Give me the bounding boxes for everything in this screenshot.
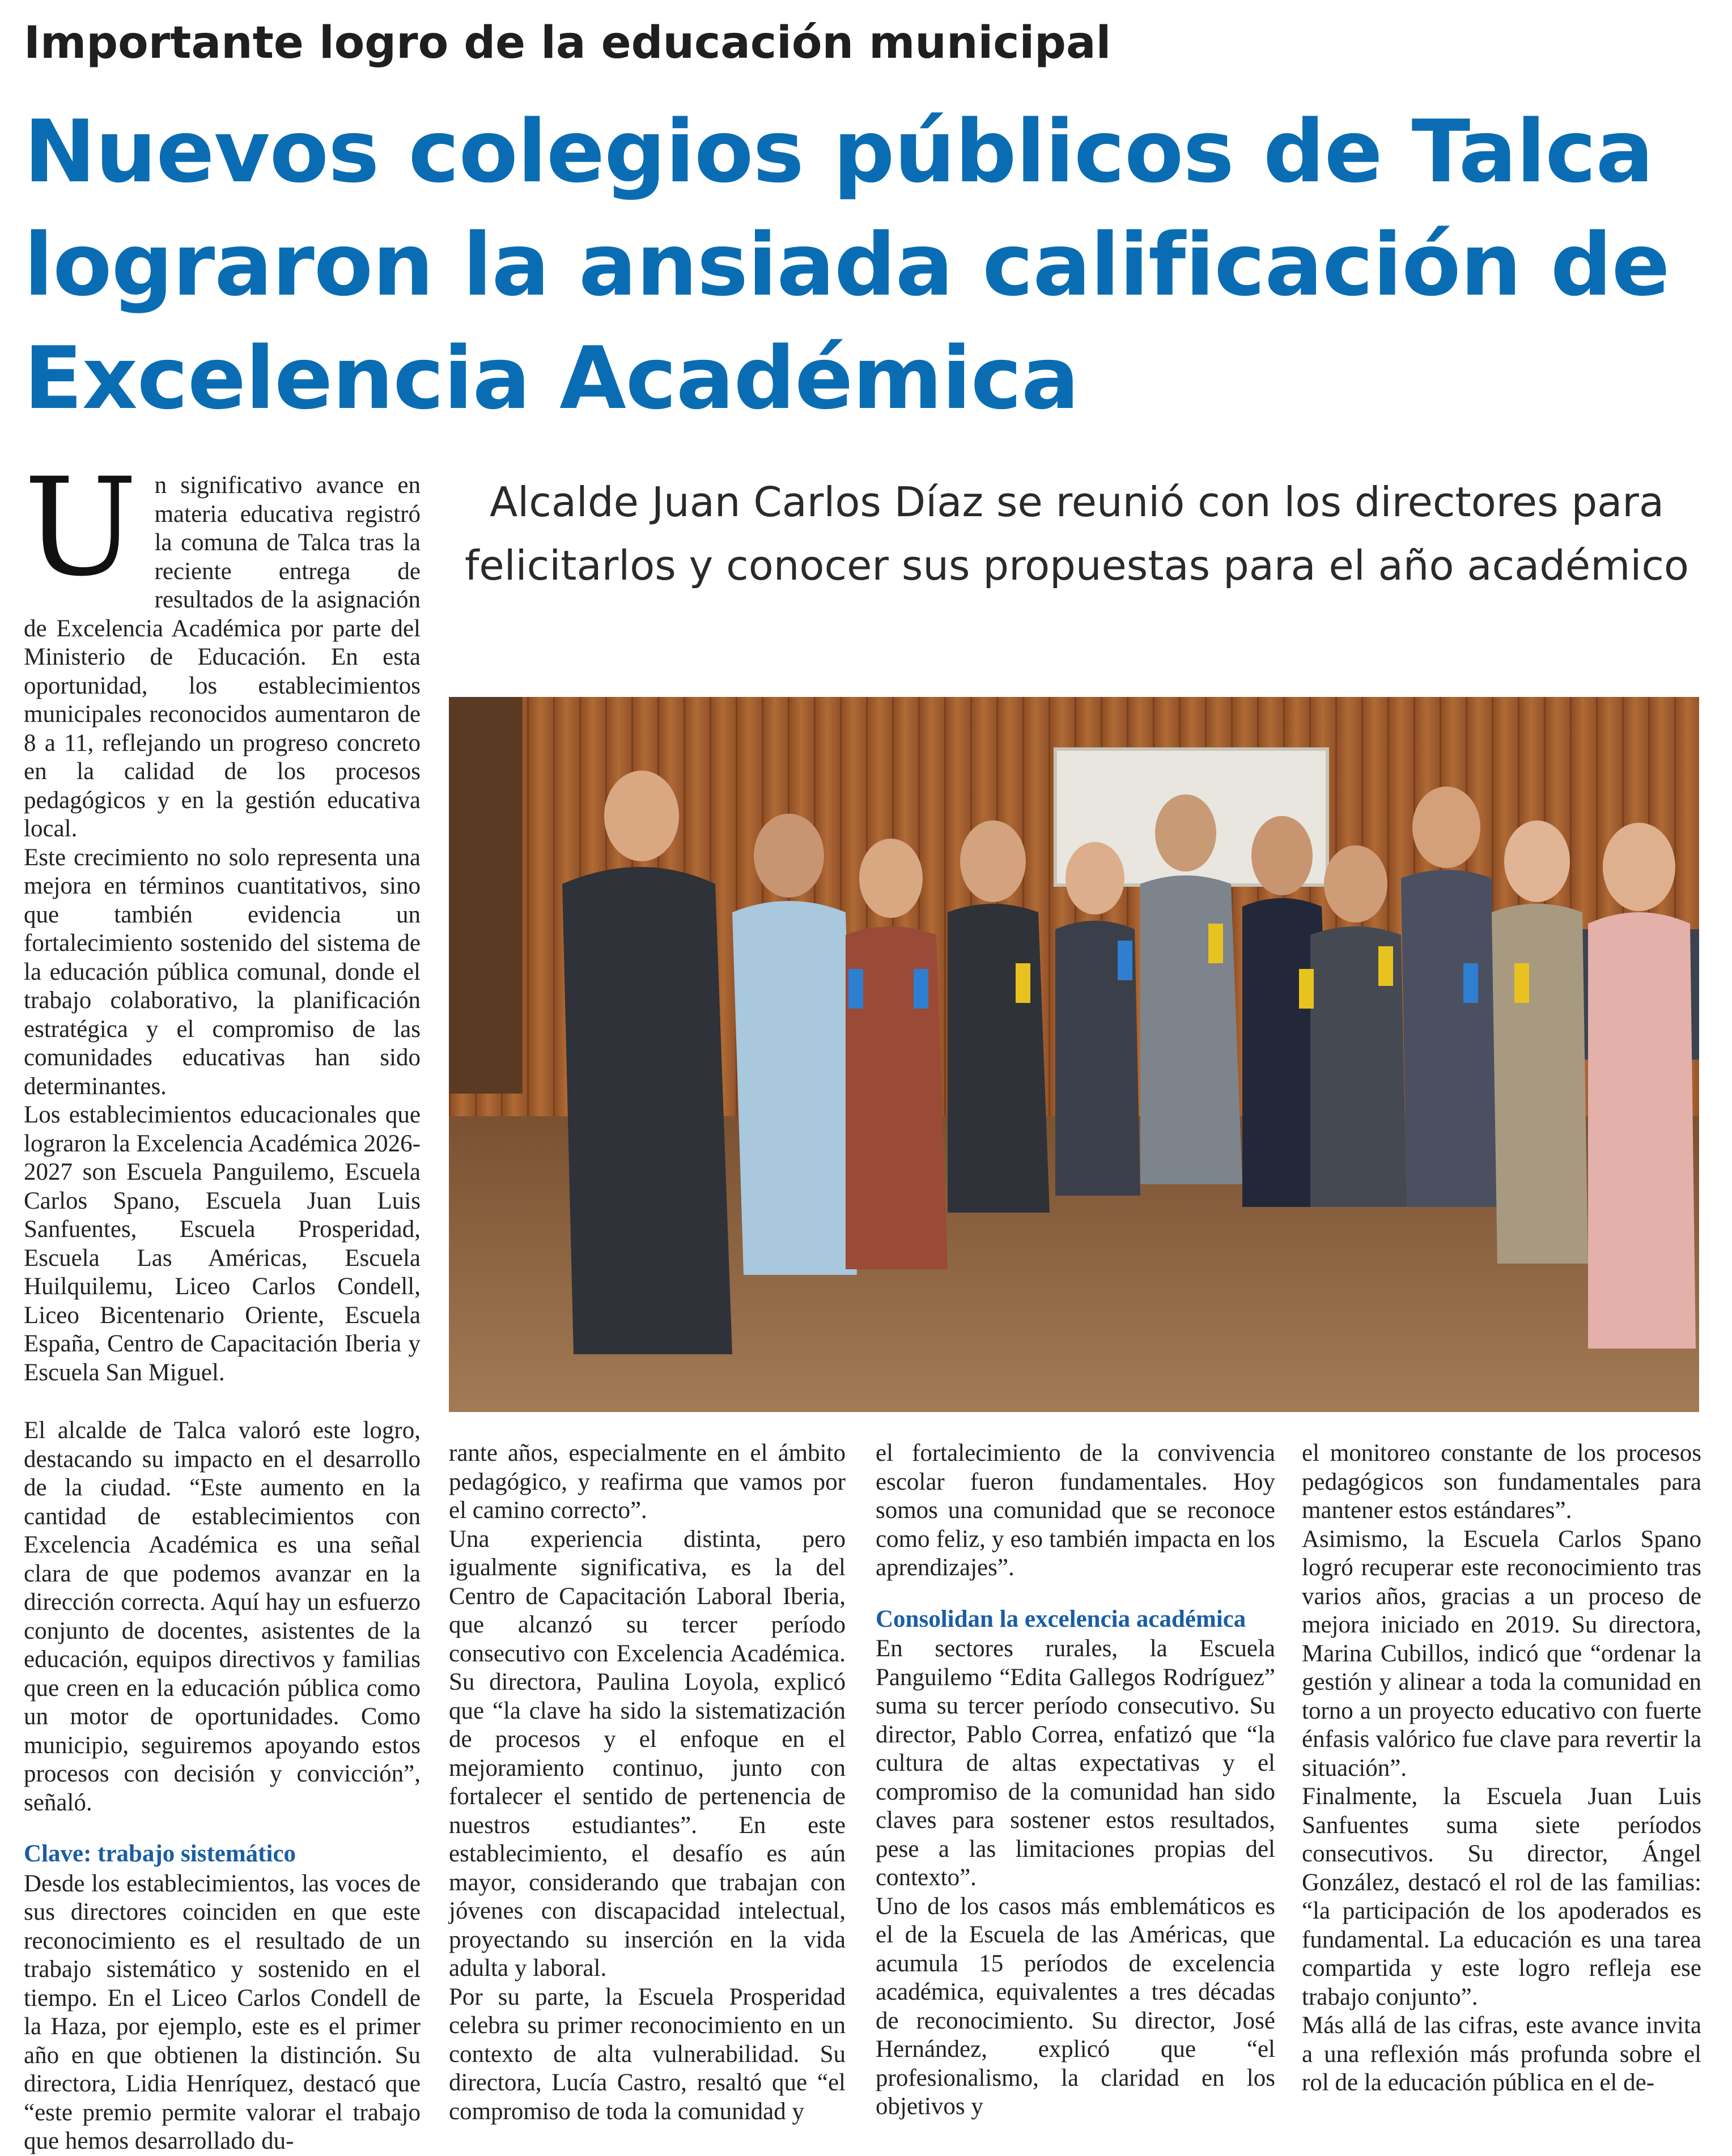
article-paragraph: Más allá de las cifras, este avance invita a una reflexión más profunda sobre el rol de la educación pública en el de- <box>1302 2012 1701 2096</box>
paragraph-text: n significativo avance en materia educativa registró la comuna de Talca tras la reciente entrega de resultados de la asignación de Excelencia Académica por parte del Ministerio de Educación. En esta oportunidad, los establecimientos municipales reconocidos aumentaron de 8 a 11, reflejando un progreso concreto en la calidad de los procesos pedagógicos y en la gestión educativa local. <box>24 472 421 842</box>
article-paragraph: Desde los establecimientos, las voces de sus directores coinciden en que este reconocimiento es el resultado de un trabajo sistemático y sostenido en el tiempo. En el Liceo Carlos Condell de la Haza, por ejemplo, este es el primer año en que obtienen la distinción. Su directora, Lidia Henríquez, destacó que “este premio permite valorar el trabajo que hemos desarrollado du- <box>24 1870 421 2154</box>
article-paragraph: el monitoreo constante de los procesos pedagógicos son fundamentales para mantener estos estándares”. <box>1302 1440 1701 1524</box>
article-paragraph <box>24 449 421 844</box>
drop-cap: U <box>24 449 138 606</box>
article-paragraph: Asimismo, la Escuela Carlos Spano logró recuperar este reconocimiento tras varios años, gracias a un proceso de mejora iniciado en 2019. Su directora, Marina Cubillos, indicó que “ordenar la gestión y alinear a toda la comunidad en torno a un proyecto educativo con fuerte énfasis valórico fue clave para revertir la situación”. <box>1302 1525 1701 1781</box>
article-paragraph: Una experiencia distinta, pero igualmente significativa, es la del Centro de Capacitación Laboral Iberia, que alcanzó su tercer período consecutivo con Excelencia Académica. Su directora, Paulina Loyola, explicó que “la clave ha sido la sistematización de procesos y el enfoque en el mejoramiento continuo, junto con fortalecer el sentido de pertenencia de nuestros estudiantes”. En este establecimiento, el desafío es aún mayor, considerando que trabajan con jóvenes con discapacidad intelectual, proyectando su inserción en la vida adulta y laboral. <box>449 1525 846 1981</box>
article-subheadline: Alcalde Juan Carlos Díaz se reunió con los directores para felicitarlos y conocer sus propuestas para el año académico <box>465 478 1689 589</box>
article-column-1-bottom <box>24 1417 421 2156</box>
headline-line-1: Nuevos colegios públicos de Talca <box>24 101 1654 202</box>
headline-line-3: Excelencia Académica <box>24 328 1079 428</box>
section-heading-consolidan: Consolidan la excelencia académica <box>876 1605 1246 1632</box>
section-heading-clave: Clave: trabajo sistemático <box>24 1840 296 1867</box>
article-paragraph: El alcalde de Talca valoró este logro, destacando su impacto en el desarrollo de la ciudad. “Este aumento en la cantidad de establecimientos con Excelencia Académica es una señal clara de que podemos avanzar en la dirección correcta. Aquí hay un esfuerzo conjunto de docentes, asistentes de la educación, equipos directivos y familias que creen en la educación pública como un motor de oportunidades. Como municipio, seguiremos apoyando estos procesos con decisión y convicción”, señaló. <box>24 1417 421 1816</box>
article-paragraph: Uno de los casos más emblemáticos es el de la Escuela de las Américas, que acumula 15 períodos de excelencia académica, equivalentes a tres décadas de reconocimiento. Su director, José Hernández, explicó que “el profesionalismo, la claridad en los objetivos y <box>876 1893 1275 2120</box>
article-paragraph: En sectores rurales, la Escuela Panguilemo “Edita Gallegos Rodríguez” suma su tercer período consecutivo. Su director, Pablo Correa, enfatizó que “la cultura de altas expectativas y el compromiso de la comunidad han sido claves para sostener estos resultados, pese a las limitaciones propias del contexto”. <box>876 1635 1275 1891</box>
article-headline <box>24 95 1713 435</box>
article-paragraph: Finalmente, la Escuela Juan Luis Sanfuentes suma siete períodos consecutivos. Su director, Ángel González, destacó el rol de las familias: “la participación de los apoderados es fundamental. La educación es una tarea compartida y este logro refleja ese trabajo conjunto”. <box>1302 1783 1701 2010</box>
article-column-2 <box>449 1439 846 2126</box>
article-kicker: Importante logro de la educación municipal <box>24 18 1111 69</box>
article-paragraph: el fortalecimiento de la convivencia escolar fueron fundamentales. Hoy somos una comunidad que se reconoce como feliz, y eso también impacta en los aprendizajes”. <box>876 1440 1275 1581</box>
article-column-1-top <box>24 449 421 1387</box>
article-paragraph: rante años, especialmente en el ámbito pedagógico, y reafirma que vamos por el camino correcto”. <box>449 1440 846 1524</box>
article-column-3 <box>876 1439 1275 2121</box>
article-paragraph: Por su parte, la Escuela Prosperidad celebra su primer reconocimiento en un contexto de alta vulnerabilidad. Su directora, Lucía Castro, resaltó que “el compromiso de toda la comunidad y <box>449 1983 846 2125</box>
article-paragraph: Este crecimiento no solo representa una mejora en términos cuantitativos, sino que también evidencia un fortalecimiento sostenido del sistema de la educación pública comunal, donde el trabajo colaborativo, la planificación estratégica y el compromiso de las comunidades educativas han sido determinantes. <box>24 844 421 1100</box>
headline-line-2: lograron la ansiada calificación de <box>24 215 1670 315</box>
article-paragraph: Los establecimientos educacionales que lograron la Excelencia Académica 2026-2027 son Escuela Panguilemo, Escuela Carlos Spano, Escuela Juan Luis Sanfuentes, Escuela Prosperidad, Escuela Las Américas, Escuela Huilquilemu, Liceo Carlos Condell, Liceo Bicentenario Oriente, Escuela España, Centro de Capacitación Iberia y Escuela San Miguel. <box>24 1102 421 1386</box>
group-photo-illustration <box>449 697 1699 1412</box>
article-column-4 <box>1302 1439 1701 2098</box>
group-photo <box>449 697 1699 1412</box>
